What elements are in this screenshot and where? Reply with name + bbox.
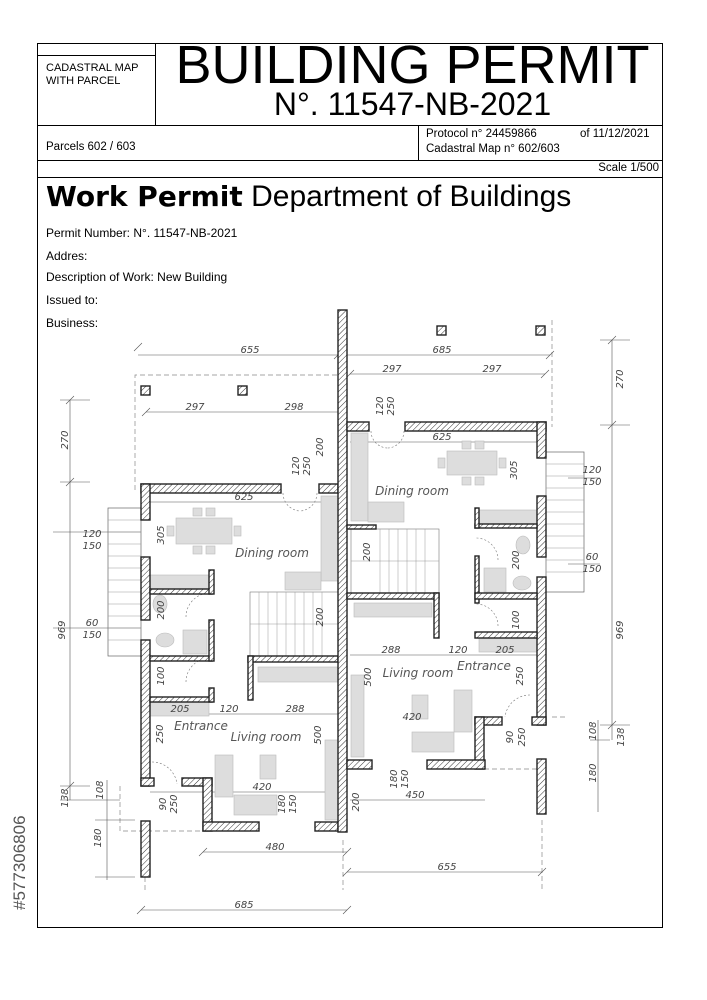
dim-label: 100 <box>156 666 167 686</box>
dim-label: 120 <box>582 465 602 476</box>
room-label-dining-left: Dining room <box>235 546 309 560</box>
dim-label: 297 <box>382 364 402 375</box>
dim-label: 150 <box>82 630 102 641</box>
exterior-stairs-right <box>546 452 584 592</box>
dim-label: 100 <box>511 610 522 630</box>
dim-label: 120 <box>375 396 386 416</box>
dim-label: 288 <box>381 645 401 656</box>
dim-label: 200 <box>315 607 326 627</box>
dim-label: 480 <box>265 842 285 853</box>
dim-label: 305 <box>509 460 520 480</box>
dim-label: 150 <box>288 794 299 814</box>
dim-label: 625 <box>432 432 452 443</box>
dim-label: 298 <box>284 402 304 413</box>
dim-label: 969 <box>57 620 68 640</box>
dim-label: 250 <box>515 666 526 686</box>
dim-label: 205 <box>170 704 190 715</box>
dim-label: 180 <box>93 828 104 848</box>
room-label-living-left: Living room <box>230 730 302 744</box>
room-label-entrance-right: Entrance <box>457 659 511 673</box>
dim-label: 120 <box>219 704 239 715</box>
dim-label: 180 <box>389 769 400 789</box>
dim-label: 108 <box>95 780 106 800</box>
dim-label: 655 <box>437 862 457 873</box>
room-label-dining-right: Dining room <box>375 484 449 498</box>
dim-label: 150 <box>582 564 602 575</box>
dim-label: 969 <box>615 620 626 640</box>
dim-label: 150 <box>82 541 102 552</box>
dim-label: 250 <box>517 727 528 747</box>
dim-label: 200 <box>156 600 167 620</box>
parcels-label: Parcels 602 / 603 <box>46 141 136 153</box>
dim-label: 150 <box>400 769 411 789</box>
dim-label: 297 <box>482 364 502 375</box>
dim-label: 420 <box>252 782 272 793</box>
protocol-date: of 11/12/2021 <box>580 128 650 140</box>
field-business: Business: <box>46 316 99 330</box>
dim-label: 625 <box>234 492 254 503</box>
protocol-label: Protocol n° 24459866 <box>426 128 537 140</box>
dim-label: 120 <box>291 456 302 476</box>
dim-label: 250 <box>155 724 166 744</box>
dim-label: 138 <box>616 727 627 747</box>
dim-label: 180 <box>277 794 288 814</box>
heading-department: Department of Buildings <box>251 180 572 213</box>
dim-label: 200 <box>511 550 522 570</box>
dim-label: 200 <box>315 437 326 457</box>
dim-label: 60 <box>585 552 599 563</box>
dim-label: 305 <box>156 525 167 545</box>
dim-label: 297 <box>185 402 205 413</box>
dim-label: 500 <box>313 725 324 745</box>
field-issued-to: Issued to: <box>46 293 99 307</box>
dim-label: 120 <box>448 645 468 656</box>
dim-label: 250 <box>302 456 313 476</box>
dim-label: 450 <box>405 790 425 801</box>
dim-label: 655 <box>240 345 260 356</box>
dim-label: 205 <box>495 645 515 656</box>
dim-label: 60 <box>85 618 99 629</box>
heading-bold: Work Permit <box>46 180 243 213</box>
field-permit-number: Permit Number: N°. 11547-NB-2021 <box>46 226 238 240</box>
document-title: BUILDING PERMIT <box>175 35 650 95</box>
dim-label: 685 <box>234 900 254 911</box>
dim-label: 200 <box>351 792 362 812</box>
cadastral-map-label-line2: WITH PARCEL <box>46 75 121 87</box>
dim-label: 180 <box>588 763 599 783</box>
cadastral-map-label-line1: CADASTRAL MAP <box>46 62 139 74</box>
dim-label: 685 <box>432 345 452 356</box>
dim-label: 250 <box>386 396 397 416</box>
dim-label: 250 <box>169 794 180 814</box>
dim-label: 200 <box>362 542 373 562</box>
dim-label: 288 <box>285 704 305 715</box>
dim-label: 138 <box>60 788 71 808</box>
stock-id-text: #577306806 <box>10 815 29 910</box>
cadastral-map-number: Cadastral Map n° 602/603 <box>426 143 560 155</box>
room-label-entrance-left: Entrance <box>174 719 228 733</box>
party-wall <box>338 310 347 832</box>
dim-label: 150 <box>582 477 602 488</box>
scale-label: Scale 1/500 <box>598 162 659 174</box>
exterior-stairs-left <box>108 508 141 656</box>
dim-label: 270 <box>615 369 626 389</box>
field-address: Addres: <box>46 249 88 263</box>
dim-label: 90 <box>505 730 516 744</box>
dim-label: 270 <box>60 430 71 450</box>
dim-label: 500 <box>363 667 374 687</box>
permit-number-title: N°. 11547-NB-2021 <box>273 86 552 122</box>
dim-label: 108 <box>588 721 599 741</box>
dim-label: 420 <box>402 712 422 723</box>
field-description: Description of Work: New Building <box>46 270 228 284</box>
room-label-living-right: Living room <box>382 666 454 680</box>
dim-label: 120 <box>82 529 102 540</box>
dim-label: 90 <box>158 797 169 811</box>
